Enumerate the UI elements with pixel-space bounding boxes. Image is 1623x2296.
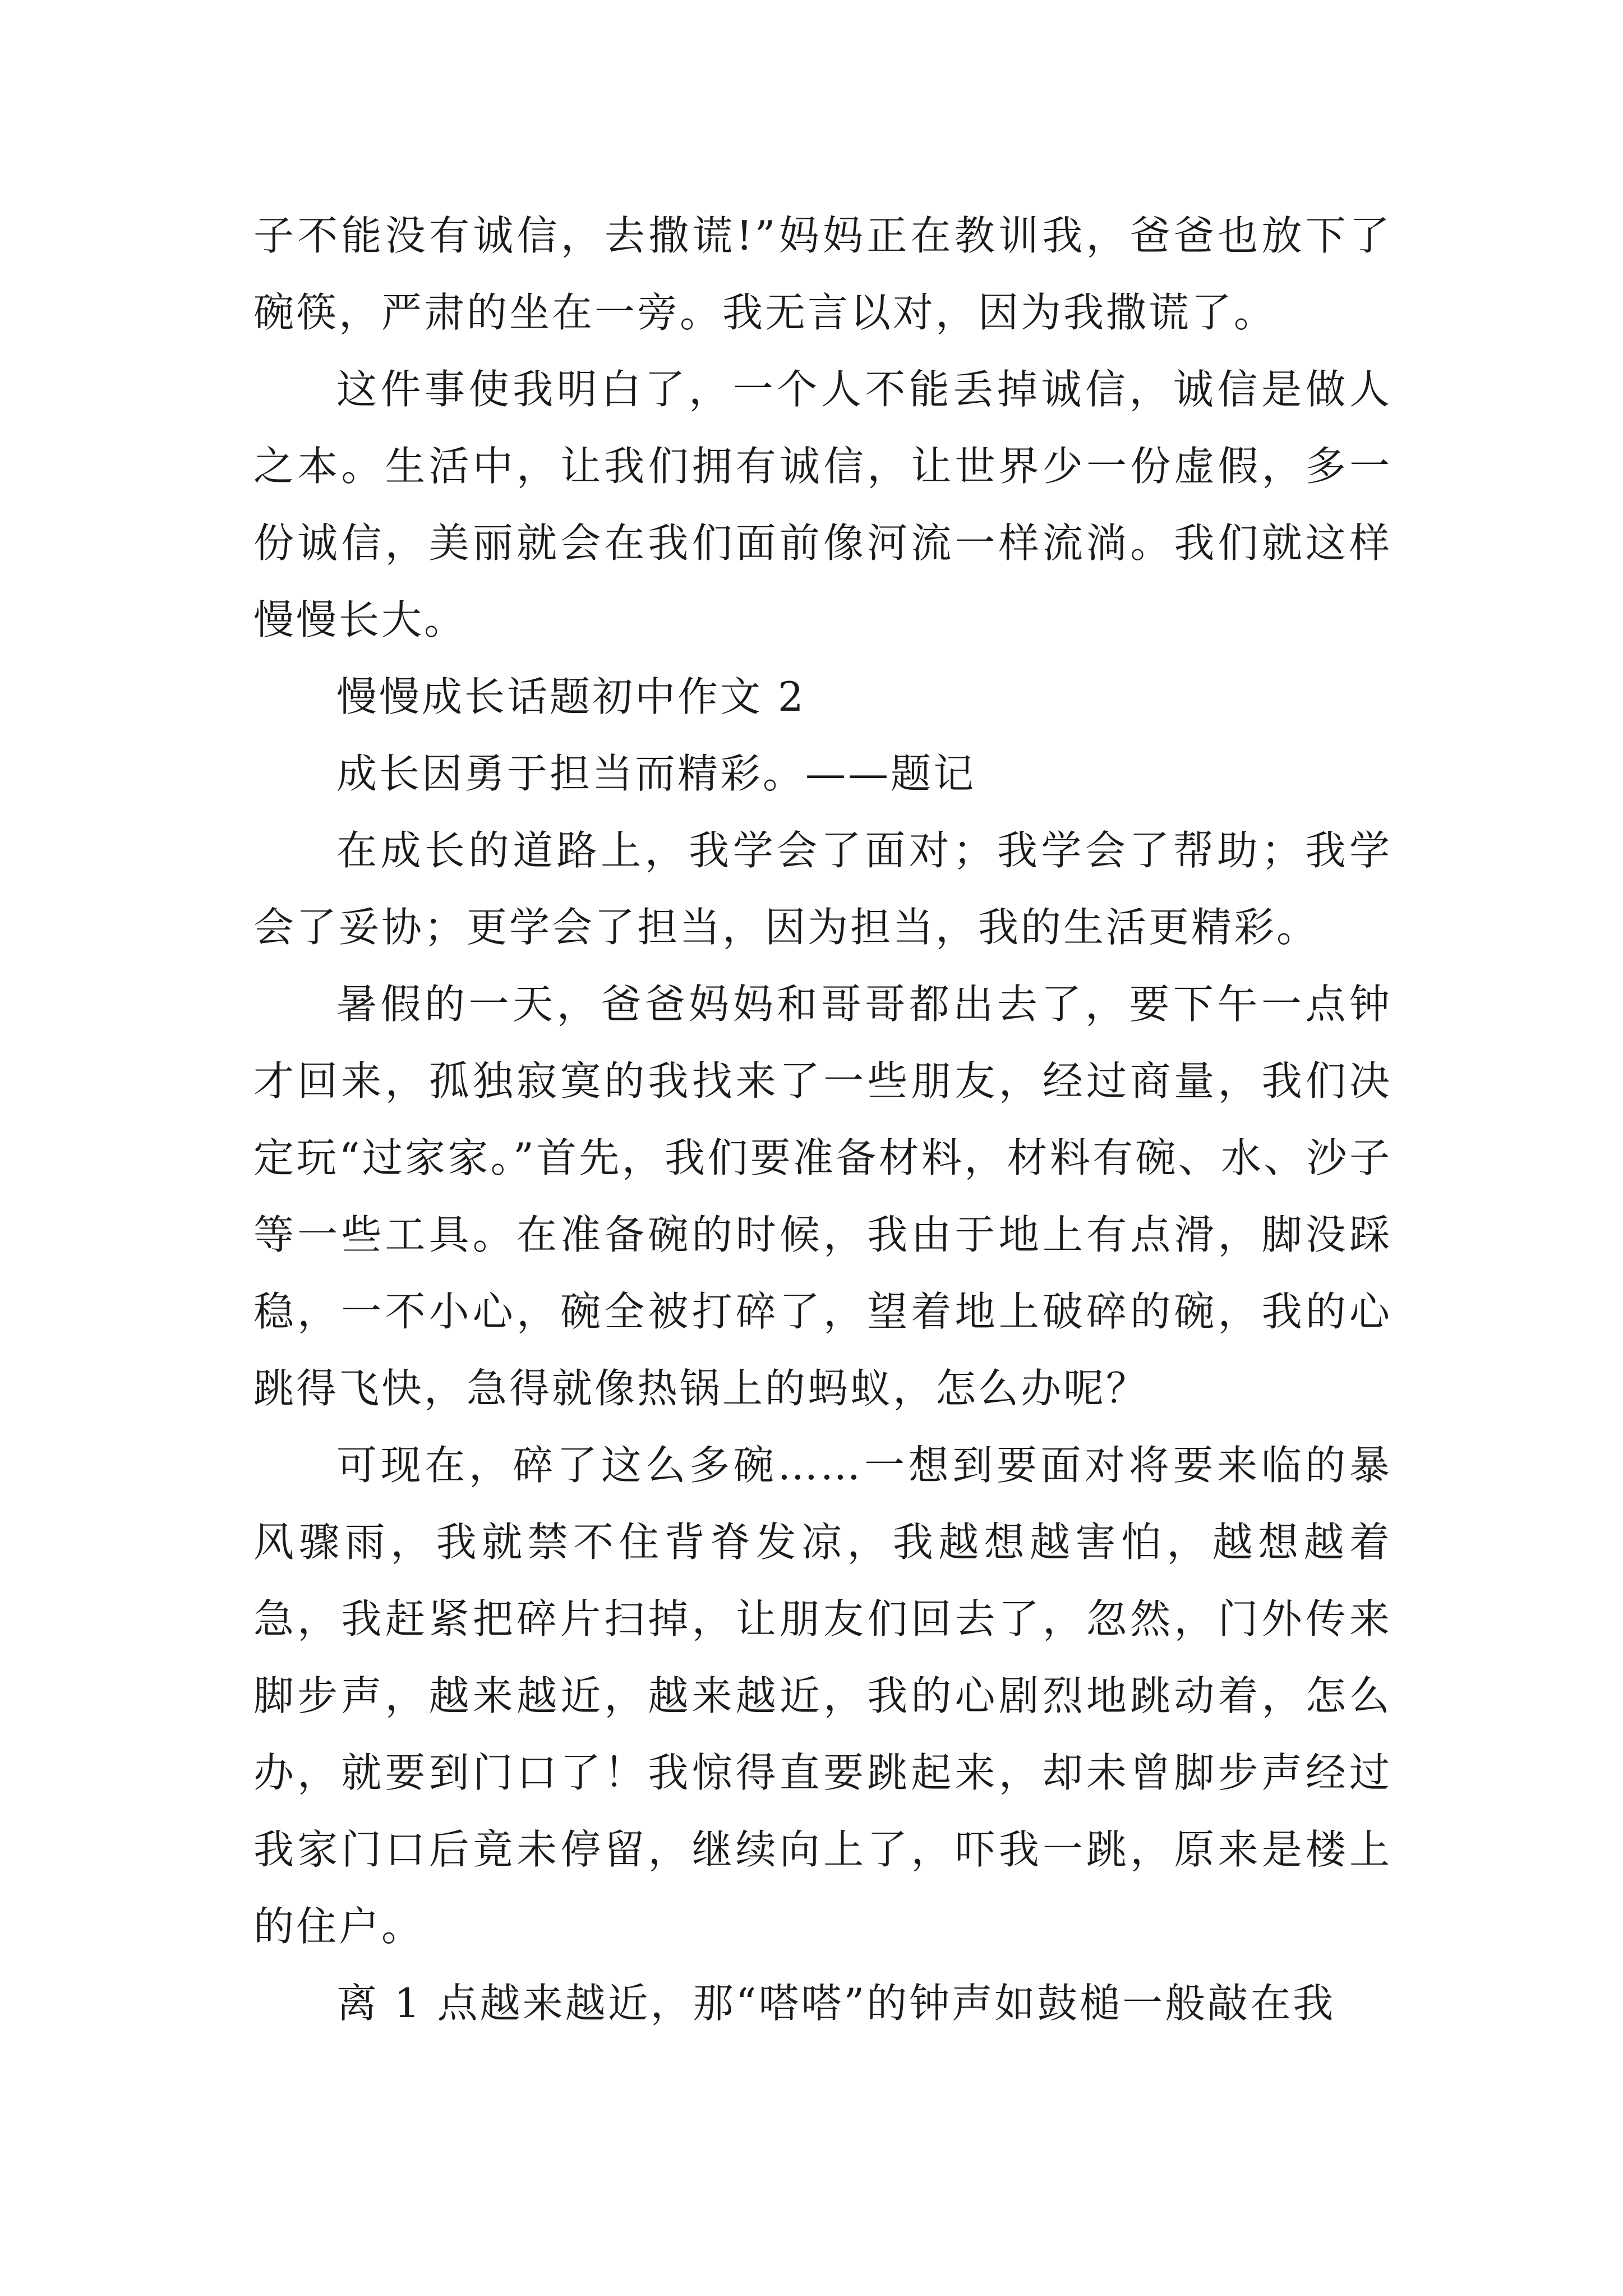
paragraph-1: 子不能没有诚信，去撒谎!”妈妈正在教训我，爸爸也放下了碗筷，严肃的坐在一旁。我无言以对，因为我撒谎了。	[253, 212, 1392, 336]
document-body	[253, 197, 1392, 2042]
paragraph-2: 这件事使我明白了，一个人不能丢掉诚信，诚信是做人之本。生活中，让我们拥有诚信，让世界少一份虚假，多一份诚信，美丽就会在我们面前像河流一样流淌。我们就这样慢慢长大。	[253, 366, 1392, 643]
paragraph-4: 暑假的一天，爸爸妈妈和哥哥都出去了，要下午一点钟才回来，孤独寂寞的我找来了一些朋友，经过商量，我们决定玩“过家家。”首先，我们要准备材料，材料有碗、水、沙子等一些工具。在准备碗的时候，我由于地上有点滑，脚没踩稳，一不小心，碗全被打碎了，望着地上破碎的碗，我的心跳得飞快，急得就像热锅上的蚂蚁，怎么办呢？	[253, 981, 1392, 1412]
paragraph-5: 可现在，碎了这么多碗……一想到要面对将要来临的暴风骤雨，我就禁不住背脊发凉，我越想越害怕，越想越着急，我赶紧把碎片扫掉，让朋友们回去了，忽然，门外传来脚步声，越来越近，越来越近，我的心剧烈地跳动着，怎么办，就要到门口了！我惊得直要跳起来，却未曾脚步声经过我家门口后竟未停留，继续向上了，吓我一跳，原来是楼上的住户。	[253, 1442, 1392, 1950]
paragraph-3: 在成长的道路上，我学会了面对；我学会了帮助；我学会了妥协；更学会了担当，因为担当，我的生活更精彩。	[253, 827, 1392, 951]
essay-title: 慢慢成长话题初中作文 2	[336, 673, 806, 720]
paragraph-6: 离 1 点越来越近，那“嗒嗒”的钟声如鼓槌一般敲在我	[336, 1980, 1336, 2027]
epigraph: 成长因勇于担当而精彩。——题记	[336, 750, 976, 797]
